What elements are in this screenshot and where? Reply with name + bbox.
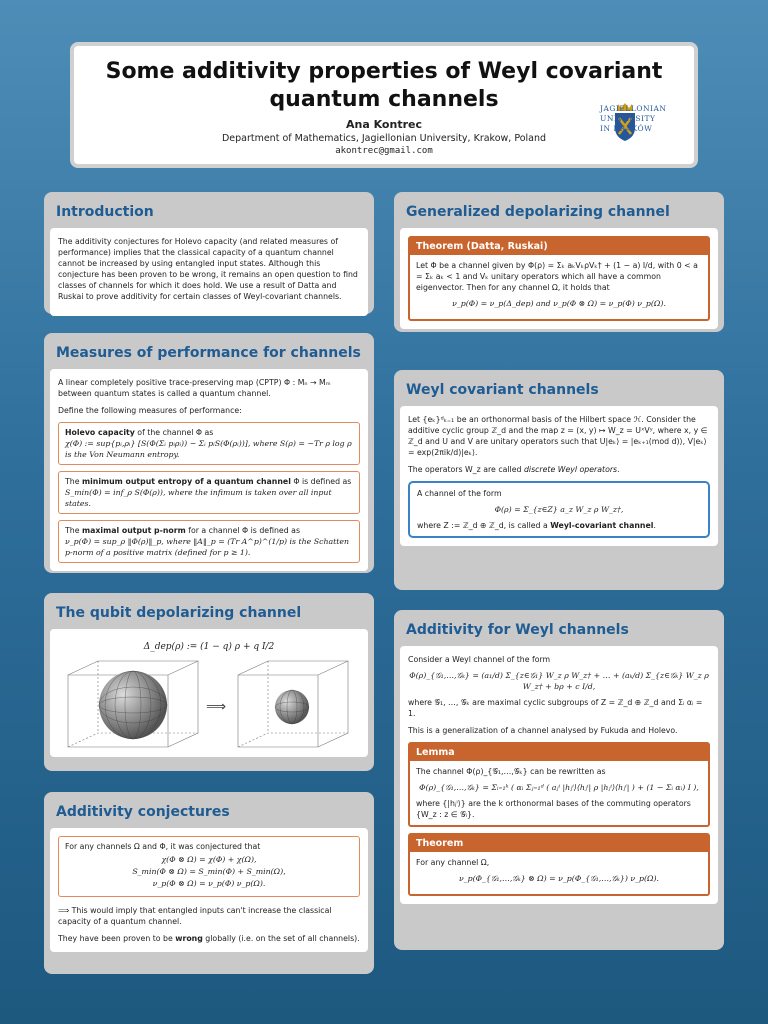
section-body (400, 406, 718, 546)
measures-p2: Define the following measures of performance: (58, 406, 242, 415)
section-body (50, 369, 368, 571)
weyl-covariant-section (394, 370, 724, 590)
conj-p2-bold: wrong (175, 934, 203, 943)
affiliation: Department of Mathematics, Jagiellonian University, Krakow, Poland (221, 133, 547, 144)
maxnorm-formula: ν_p(Φ) = sup_ρ ‖Φ(ρ)‖_p, where ‖A‖_p = (Tr A^p)^(1/p) is the Schatten p-norm of a positive matrix (defined for p ≥ 1). (65, 537, 350, 557)
lemma-heading: Lemma (410, 744, 708, 761)
minent-pre: The (65, 477, 82, 486)
conjecture-eq2: S_min(Φ ⊗ Ω) = S_min(Φ) + S_min(Ω), (132, 867, 286, 876)
weyl-box-pre: where Z := ℤ_d ⊕ ℤ_d, is called a (417, 521, 551, 530)
conj-p2-pre: They have been proven to be (58, 934, 176, 943)
weyl-p2-pre: The operators W_z are called (408, 465, 524, 474)
conjecture-intro: For any channels Ω and Φ, it was conjectured that (65, 842, 261, 851)
lemma-p2: where {|hⱼⁱ⟩} are the k orthonormal bases of the commuting operators {W_z : z ∈ 𝒢ᵢ}. (416, 799, 691, 819)
bloch-sphere-figure (58, 653, 358, 753)
section-title: Weyl covariant channels (406, 382, 599, 398)
poster-header (70, 42, 698, 168)
measures-section (44, 333, 374, 573)
additivity-weyl-section (394, 610, 724, 950)
weyl-box-post: . (653, 521, 656, 530)
qubit-section (44, 593, 374, 771)
section-body (50, 629, 368, 757)
holevo-head: Holevo capacity (65, 428, 135, 437)
weyl-p2-ital: discrete Weyl operators (523, 465, 618, 474)
section-title: Introduction (56, 204, 154, 220)
section-title: Generalized depolarizing channel (406, 204, 670, 220)
email: akontrec@gmail.com (335, 146, 433, 156)
holevo-text: of the channel Φ as (134, 428, 214, 437)
add-weyl-p2: where 𝒢₁, …, 𝒢ₖ are maximal cyclic subgroups of Z = ℤ_d ⊕ ℤ_d and Σᵢ αᵢ = 1. (408, 698, 703, 718)
section-body (50, 828, 368, 952)
theorem-formula: ν_p(Φ_{𝒢₁,…,𝒢ₖ} ⊗ Ω) = ν_p(Φ_{𝒢₁,…,𝒢ₖ}) ν_p(Ω). (458, 874, 660, 883)
logo-line-3: IN KRAKÓW (600, 124, 653, 133)
maxnorm-text: for a channel Φ is defined as (185, 526, 301, 535)
conjecture-eq3: ν_p(Φ ⊗ Ω) = ν_p(Φ) ν_p(Ω). (152, 879, 266, 888)
logo-line-2: UNIVERSITY (600, 114, 656, 123)
maxnorm-head: maximal output p-norm (81, 526, 186, 535)
minent-formula: S_min(Φ) = inf_ρ S(Φ(ρ)), where the infimum is taken over all input states. (65, 488, 332, 508)
minent-head: minimum output entropy of a quantum channel (81, 477, 291, 486)
additivity-conjectures-section (44, 792, 374, 974)
conjecture-implication: ⟹ This would imply that entangled inputs can't increase the classical capacity of a quantum channel. (58, 906, 332, 926)
minent-text: Φ is defined as (290, 477, 352, 486)
add-weyl-p1: Consider a Weyl channel of the form (408, 655, 551, 664)
qubit-formula: Δ_dep(ρ) := (1 − q) ρ + q I/2 (143, 642, 275, 652)
author-name: Ana Kontrec (346, 118, 422, 131)
weyl-box-bold: Weyl-covariant channel (550, 521, 654, 530)
lemma-formula: Φ(ρ)_{𝒢₁,…,𝒢ₖ} = Σᵢ₌₁ᵏ ( αᵢ Σⱼ₌₁ᵈ ( aⱼⁱ |hⱼⁱ⟩⟨hⱼⁱ| ρ |hⱼⁱ⟩⟨hⱼⁱ| ) + (1 − Σᵢ αᵢ) I ), (419, 783, 699, 792)
theorem-heading: Theorem (410, 835, 708, 852)
lemma-box (408, 742, 710, 827)
introduction-section (44, 192, 374, 314)
section-body (50, 228, 368, 316)
measures-p1: A linear completely positive trace-preserving map (CPTP) Φ : Mₙ → Mₘ between quantum states is called a quantum channel. (58, 378, 331, 398)
logo-line-1: JAGIELLONIAN (600, 104, 667, 113)
theorem-p1: For any channel Ω, (416, 858, 490, 867)
add-weyl-p3: This is a generalization of a channel analysed by Fukuda and Holevo. (408, 726, 678, 735)
weyl-p1: Let {eₖ}ᵈₖ₌₁ be an orthonormal basis of the Hilbert space ℋ. Consider the additive cyclic group ℤ_d and the map z = (x, y) ↦ W_z = UˣVʸ, where x, y ∈ ℤ_d and U and V are unitary operators such that U|eₖ⟩ = |eₖ₊₁(mod d)⟩, V|eₖ⟩ = exp(2πik/d)|eₖ⟩. (408, 415, 708, 457)
svg-text:⟹: ⟹ (206, 699, 227, 715)
weyl-box-line1: A channel of the form (417, 489, 502, 498)
lemma-p1: The channel Φ(ρ)_{𝒢₁,…,𝒢ₖ} can be rewritten as (416, 767, 606, 776)
add-weyl-formula: Φ(ρ)_{𝒢₁,…,𝒢ₖ} = (a₁/d) Σ_{z∈𝒢₁} W_z ρ W_z† + … + (aₖ/d) Σ_{z∈𝒢ₖ} W_z ρ W_z† + bρ + c I/d, (409, 671, 709, 691)
conjecture-box (58, 836, 360, 897)
theorem-formula: ν_p(Φ) = ν_p(Δ_dep) and ν_p(Φ ⊗ Ω) = ν_p(Φ) ν_p(Ω). (452, 299, 666, 308)
conjecture-eq1: χ(Φ ⊗ Ω) = χ(Φ) + χ(Ω), (161, 855, 257, 864)
maxnorm-pre: The (65, 526, 82, 535)
holevo-box (58, 422, 360, 465)
section-title: The qubit depolarizing channel (56, 605, 302, 621)
university-logo (570, 102, 680, 146)
section-body (400, 228, 718, 329)
max-norm-box (58, 520, 360, 563)
poster-title: Some additivity properties of Weyl covariant quantum channels (105, 59, 663, 112)
section-title: Additivity conjectures (56, 804, 230, 820)
holevo-formula: χ(Φ) := sup{pᵢ,ρᵢ} [S(Φ(Σᵢ pᵢρᵢ)) − Σᵢ pᵢS(Φ(ρᵢ))], where S(ρ) = −Tr ρ log ρ is the Von Neumann entropy. (65, 439, 352, 459)
weyl-box-formula: Φ(ρ) = Σ_{z∈Z} a_z W_z ρ W_z†, (494, 505, 624, 514)
min-entropy-box (58, 471, 360, 514)
theorem-heading: Theorem (Datta, Ruskai) (410, 238, 708, 255)
section-title: Measures of performance for channels (56, 345, 361, 361)
theorem-box (408, 236, 710, 321)
theorem-box (408, 833, 710, 896)
intro-text: The additivity conjectures for Holevo capacity (and related measures of performance) implies that the classical capacity of a quantum channel cannot be increased by using entangled input states. Although this conjecture has been proven to be wrong, it remains an open question to find classes of channels for which it does hold. We use a result of Datta and Ruskai to prove additivity for certain classes of Weyl-covariant channels. (58, 237, 358, 301)
weyl-p2-post: . (617, 465, 620, 474)
theorem-text: Let Φ be a channel given by Φ(ρ) = Σₖ aₖVₖρVₖ† + (1 − a) I/d, with 0 < a = Σₖ aₖ < 1 and Vₖ unitary operators which all have a common eigenvector. Then for any channel Ω, it holds that (416, 261, 698, 292)
section-title: Additivity for Weyl channels (406, 622, 629, 638)
conj-p2-post: globally (i.e. on the set of all channels). (202, 934, 360, 943)
generalized-depolarizing-section (394, 192, 724, 332)
section-body (400, 646, 718, 904)
weyl-definition-box (408, 481, 710, 538)
